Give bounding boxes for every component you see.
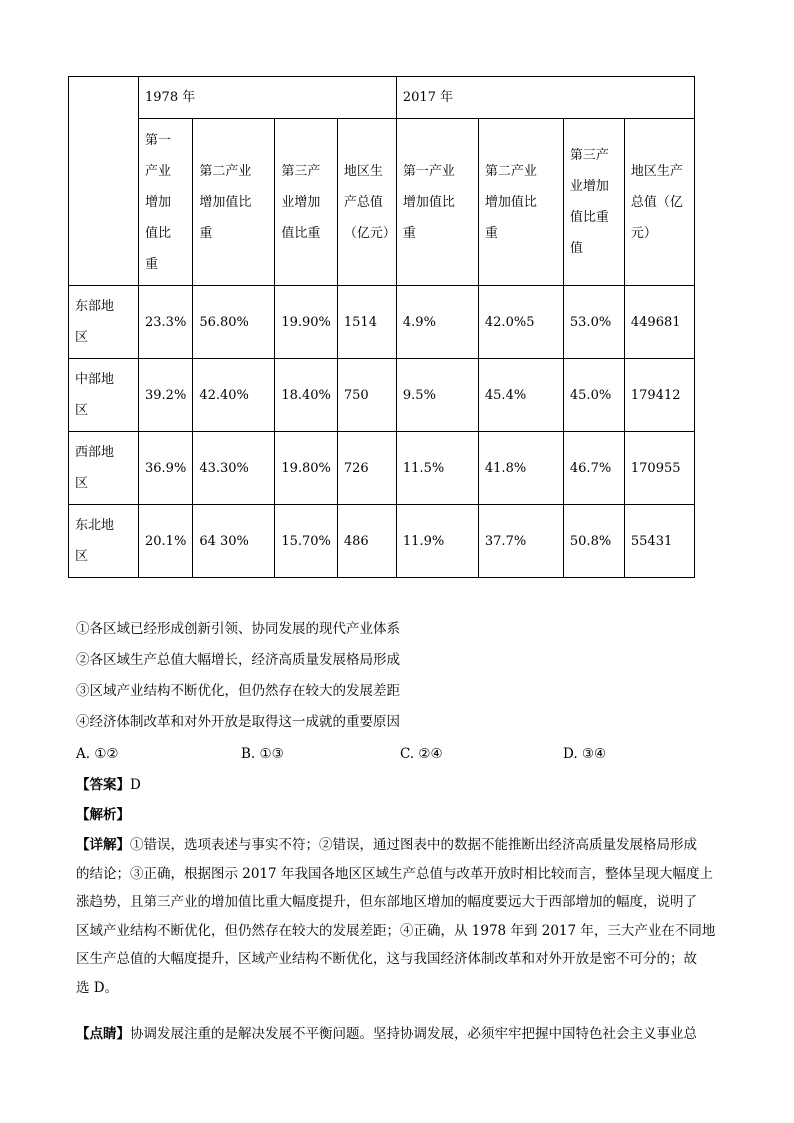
column-header-line: 第二产业 <box>199 163 252 179</box>
choice-c: C. ②④ <box>400 746 443 762</box>
value-cell: 23.3% <box>139 286 193 359</box>
value-cell: 726 <box>337 432 396 505</box>
value-cell: 41.8% <box>478 432 563 505</box>
column-header-line: 第三产 <box>281 163 321 179</box>
value-cell: 36.9% <box>139 432 193 505</box>
value-cell: 19.80% <box>275 432 338 505</box>
detail-line-6: 选 D。 <box>76 979 119 996</box>
column-header-line: 重 <box>402 225 416 241</box>
column-header-line: 产业 <box>145 163 172 179</box>
column-header-line: 第一产业 <box>402 163 455 179</box>
value-cell: 43.30% <box>193 432 275 505</box>
statement-1: ①各区域已经形成创新引领、协同发展的现代产业体系 <box>76 621 400 637</box>
detail-line-5: 区生产总值的大幅度提升，区域产业结构不断优化，这与我国经济体制改革和对外开放是密不可分的；故 <box>76 951 697 967</box>
column-header-line: 增加值比 <box>199 194 252 210</box>
column-header-line: 地区生产 <box>630 163 683 179</box>
table-row <box>69 432 695 505</box>
detail-line-4: 区域产业结构不断优化，但仍然存在较大的发展差距；④正确，从 1978 年到 2017 年，三大产业在不同地 <box>76 922 716 939</box>
column-header-line: 值 <box>569 241 583 256</box>
column-header-line: 第一 <box>145 132 172 148</box>
choice-b: B. ①③ <box>241 746 284 762</box>
value-cell: 19.90% <box>275 286 338 359</box>
value-cell: 18.40% <box>275 359 338 432</box>
column-header-line: 值比 <box>145 225 172 241</box>
region-label-line: 区 <box>75 476 89 491</box>
table-row <box>69 286 695 359</box>
year-1978-header: 1978 年 <box>139 77 397 119</box>
column-header-line: 增加值比 <box>402 194 455 210</box>
detail-paragraph <box>76 831 736 1002</box>
column-header-line: 重 <box>145 256 159 272</box>
column-header-2 <box>193 119 275 286</box>
region-cell <box>69 432 139 505</box>
value-cell: 46.7% <box>563 432 624 505</box>
region-label-line: 东部地 <box>75 299 115 314</box>
value-cell: 486 <box>337 505 396 578</box>
region-cell <box>69 286 139 359</box>
column-header-5 <box>396 119 478 286</box>
column-header-line: 值比重 <box>569 210 609 225</box>
year-2017-header: 2017 年 <box>396 77 694 119</box>
value-cell: 4.9% <box>396 286 478 359</box>
dianjing-paragraph <box>76 1020 741 1048</box>
statement-2: ②各区域生产总值大幅增长，经济高质量发展格局形成 <box>76 652 400 668</box>
value-cell: 42.40% <box>193 359 275 432</box>
value-cell: 15.70% <box>275 505 338 578</box>
region-label-line: 区 <box>75 403 89 418</box>
column-header-line: 元） <box>630 225 657 241</box>
region-label-line: 西部地 <box>75 445 115 460</box>
table-row <box>69 505 695 578</box>
region-label-line: 东北地 <box>75 518 115 533</box>
column-header-row <box>69 119 695 286</box>
value-cell: 56.80% <box>193 286 275 359</box>
value-cell: 449681 <box>624 286 694 359</box>
answer-choices <box>76 740 736 768</box>
value-cell: 39.2% <box>139 359 193 432</box>
column-header-1 <box>139 119 193 286</box>
value-cell: 1514 <box>337 286 396 359</box>
value-cell: 750 <box>337 359 396 432</box>
value-cell: 55431 <box>624 505 694 578</box>
value-cell: 53.0% <box>563 286 624 359</box>
detail-line-2: 的结论；③正确，根据图示 2017 年我国各地区区域生产总值与改革开放时相比较而言，整体呈现大幅度上 <box>76 865 713 882</box>
column-header-line: 重 <box>484 225 498 241</box>
choice-d: D. ③④ <box>563 746 607 762</box>
dianjing-label: 【点睛】 <box>76 1026 130 1042</box>
column-header-3 <box>275 119 338 286</box>
analysis-label: 【解析】 <box>76 807 130 823</box>
column-header-line: 业增加 <box>569 179 609 194</box>
column-header-line: 总值（亿 <box>630 194 683 210</box>
corner-cell <box>69 77 139 286</box>
column-header-8 <box>624 119 694 286</box>
column-header-line: 增加 <box>145 194 172 210</box>
value-cell: 20.1% <box>139 505 193 578</box>
statement-options <box>76 614 400 738</box>
table-row <box>69 359 695 432</box>
detail-line-1: ①错误，选项表述与事实不符；②错误，通过图表中的数据不能推断出经济高质量发展格局形成 <box>130 837 697 853</box>
column-header-line: 重 <box>199 225 213 241</box>
statement-3: ③区域产业结构不断优化，但仍然存在较大的发展差距 <box>76 683 400 699</box>
column-header-line: （亿元） <box>343 225 396 241</box>
column-header-line: 产总值 <box>343 194 383 210</box>
answer-value: D <box>130 777 141 793</box>
choice-a: A. ①② <box>76 746 119 762</box>
region-label-line: 中部地 <box>75 372 115 387</box>
dianjing-text: 协调发展注重的是解决发展不平衡问题。坚持协调发展，必须牢牢把握中国特色社会主义事业总 <box>130 1026 697 1042</box>
detail-line-3: 涨趋势，且第三产业的增加值比重大幅度提升，但东部地区增加的幅度要远大于西部增加的幅度，说明了 <box>76 894 697 910</box>
column-header-line: 第三产 <box>569 148 609 163</box>
column-header-line: 地区生 <box>343 163 383 179</box>
value-cell: 170955 <box>624 432 694 505</box>
region-label-line: 区 <box>75 330 89 345</box>
answer-label: 【答案】 <box>76 777 130 793</box>
region-cell <box>69 359 139 432</box>
value-cell: 42.0%5 <box>478 286 563 359</box>
statement-4: ④经济体制改革和对外开放是取得这一成就的重要原因 <box>76 714 400 730</box>
column-header-6 <box>478 119 563 286</box>
column-header-4 <box>337 119 396 286</box>
region-label-line: 区 <box>75 549 89 564</box>
column-header-line: 值比重 <box>281 225 321 241</box>
region-cell <box>69 505 139 578</box>
value-cell: 11.9% <box>396 505 478 578</box>
value-cell: 45.4% <box>478 359 563 432</box>
value-cell: 37.7% <box>478 505 563 578</box>
value-cell: 50.8% <box>563 505 624 578</box>
value-cell: 9.5% <box>396 359 478 432</box>
value-cell: 179412 <box>624 359 694 432</box>
column-header-line: 业增加 <box>281 194 321 210</box>
column-header-7 <box>563 119 624 286</box>
column-header-line: 第二产业 <box>484 163 537 179</box>
answer-line <box>76 770 141 801</box>
year-header-row <box>69 77 695 119</box>
detail-label: 【详解】 <box>76 837 130 853</box>
value-cell: 11.5% <box>396 432 478 505</box>
column-header-line: 增加值比 <box>484 194 537 210</box>
data-table <box>68 76 695 578</box>
value-cell: 64 30% <box>193 505 275 578</box>
value-cell: 45.0% <box>563 359 624 432</box>
